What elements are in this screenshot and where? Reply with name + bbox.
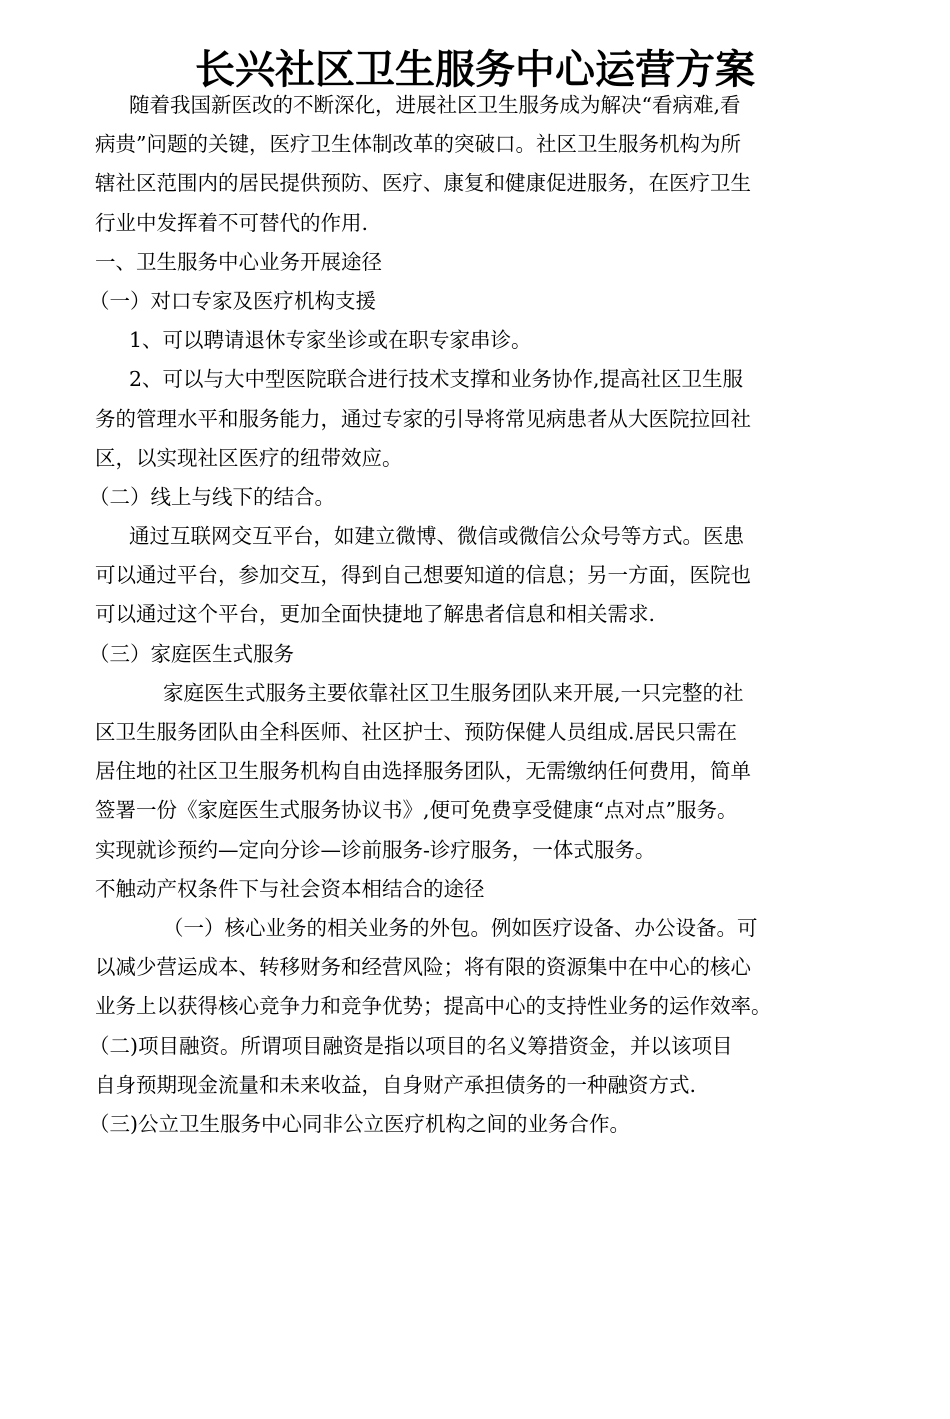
paragraph-line: 实现就诊预约—定向分诊—诊前服务-诊疗服务，一体式服务。 [95, 837, 656, 862]
subsection-heading: （三）家庭医生式服务 [89, 641, 294, 666]
section-heading: 不触动产权条件下与社会资本相结合的途径 [95, 876, 485, 901]
paragraph-line: 区卫生服务团队由全科医师、社区护士、预防保健人员组成.居民只需在 [95, 720, 738, 744]
paragraph-line: （一）核心业务的相关业务的外包。例如医疗设备、办公设备。可 [163, 915, 758, 940]
document-body [89, 86, 855, 1144]
subsection-heading: （一）对口专家及医疗机构支援 [89, 288, 376, 313]
paragraph-line: 可以通过这个平台，更加全面快捷地了解患者信息和相关需求. [95, 602, 656, 627]
subsection-line: （三)公立卫生服务中心同非公立医疗机构之间的业务合作。 [89, 1111, 630, 1136]
paragraph-line: 可以通过平台，参加交互，得到自己想要知道的信息；另一方面，医院也 [95, 563, 751, 588]
paragraph-line: 务的管理水平和服务能力，通过专家的引导将常见病患者从大医院拉回社 [95, 406, 751, 431]
paragraph-line: 业务上以获得核心竞争力和竞争优势；提高中心的支持性业务的运作效率。 [95, 994, 772, 1019]
paragraph-line: 行业中发挥着不可替代的作用. [95, 210, 369, 235]
paragraph-line: 随着我国新医改的不断深化，进展社区卫生服务成为解决“看病难,看 [129, 93, 741, 117]
paragraph-line: 辖社区范围内的居民提供预防、医疗、康复和健康促进服务，在医疗卫生 [95, 171, 751, 196]
paragraph-line: 以减少营运成本、转移财务和经营风险；将有限的资源集中在中心的核心 [95, 955, 751, 980]
paragraph-line: 自身预期现金流量和未来收益，自身财产承担债务的一种融资方式. [95, 1072, 697, 1097]
paragraph-line: 区，以实现社区医疗的纽带效应。 [95, 445, 403, 470]
subsection-line: （二)项目融资。所谓项目融资是指以项目的名义筹措资金，并以该项目 [89, 1033, 733, 1058]
paragraph-line: 签署一份《家庭医生式服务协议书》,便可免费享受健康“点对点”服务。 [95, 798, 738, 823]
paragraph-line: 通过互联网交互平台，如建立微博、微信或微信公众号等方式。医患 [129, 524, 744, 549]
document-title: 长兴社区卫生服务中心运营方案 [195, 47, 755, 93]
subsection-heading: （二）线上与线下的结合。 [89, 484, 335, 509]
list-item: 2、可以与大中型医院联合进行技术支撑和业务协作,提高社区卫生服 [129, 367, 744, 392]
paragraph-line: 病贵”问题的关键，医疗卫生体制改革的突破口。社区卫生服务机构为所 [95, 132, 741, 157]
paragraph-line: 家庭医生式服务主要依靠社区卫生服务团队来开展,一只完整的社 [163, 680, 744, 705]
paragraph-line: 居住地的社区卫生服务机构自由选择服务团队，无需缴纳任何费用，简单 [95, 759, 751, 784]
section-heading: 一、卫生服务中心业务开展途径 [95, 249, 382, 274]
list-item: 1、可以聘请退休专家坐诊或在职专家串诊。 [129, 328, 532, 353]
